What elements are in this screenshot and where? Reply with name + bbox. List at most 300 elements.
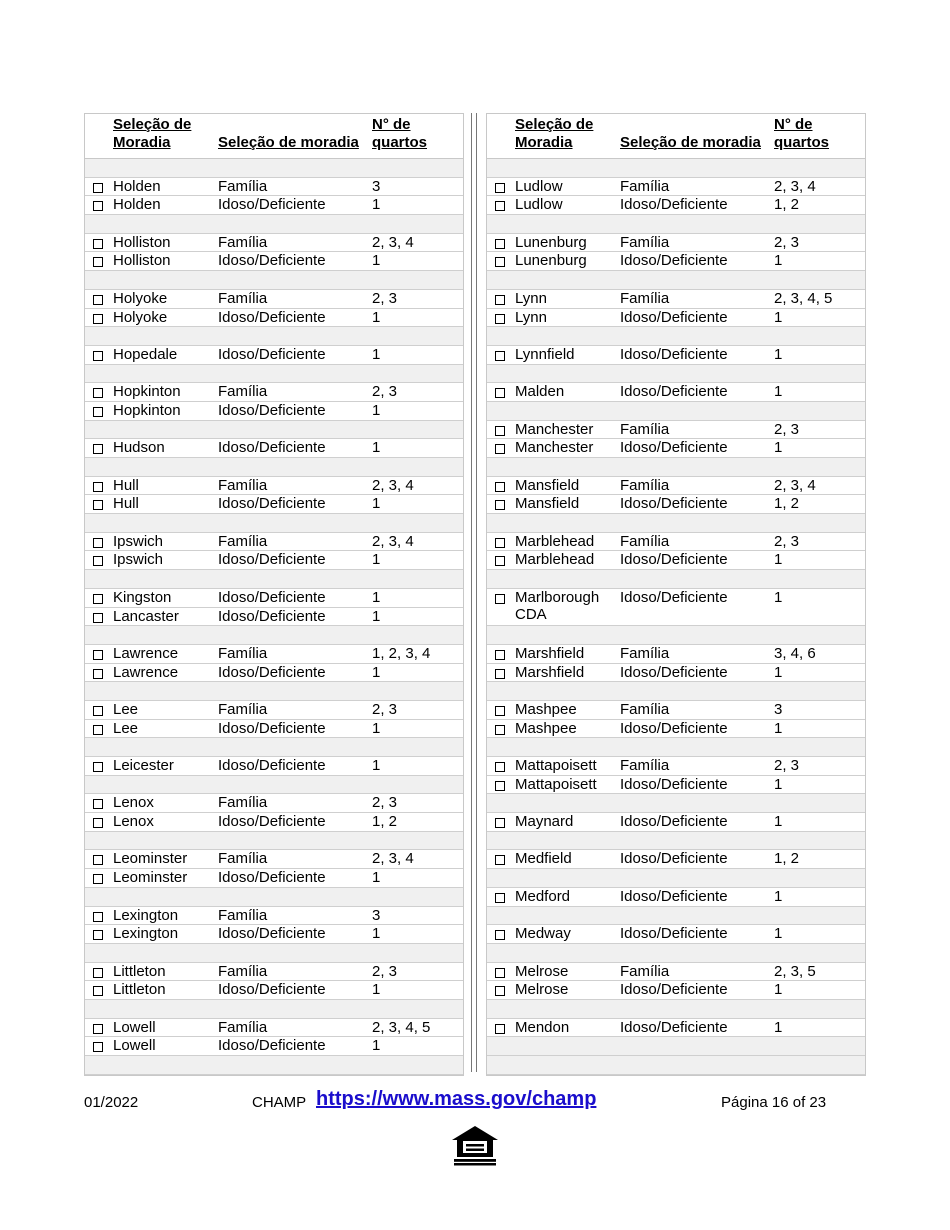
town-cell: Malden <box>515 383 565 401</box>
table-row <box>487 757 865 776</box>
spacer-row <box>487 1056 865 1075</box>
town-cell: Ludlow <box>515 177 563 195</box>
checkbox-icon[interactable] <box>93 799 103 809</box>
spacer-row <box>487 458 865 477</box>
checkbox-icon[interactable] <box>93 183 103 193</box>
spacer-row <box>487 365 865 384</box>
bedrooms-cell: 1, 2 <box>774 196 800 214</box>
table-row <box>85 439 463 458</box>
checkbox-icon[interactable] <box>495 968 505 978</box>
checkbox-icon[interactable] <box>93 968 103 978</box>
table-body <box>487 159 865 1075</box>
bedrooms-cell: 1 <box>774 308 783 326</box>
table-row <box>487 664 865 683</box>
header-housing-selection: Seleção de Moradia <box>113 116 192 151</box>
bedrooms-cell: 3 <box>774 700 783 718</box>
housing-type-cell: Idoso/Deficiente <box>620 925 728 943</box>
town-cell: Kingston <box>113 588 172 606</box>
checkbox-icon[interactable] <box>93 314 103 324</box>
checkbox-icon[interactable] <box>495 725 505 735</box>
housing-type-cell: Família <box>218 850 268 868</box>
checkbox-icon[interactable] <box>495 893 505 903</box>
spacer-row <box>487 626 865 645</box>
table-row <box>487 963 865 982</box>
checkbox-icon[interactable] <box>93 986 103 996</box>
table-row <box>85 925 463 944</box>
bedrooms-cell: 2, 3, 4, 5 <box>774 289 833 307</box>
town-cell: Mashpee <box>515 700 577 718</box>
bedrooms-cell: 1, 2 <box>372 813 398 831</box>
checkbox-icon[interactable] <box>495 538 505 548</box>
table-row <box>487 701 865 720</box>
town-cell: Lynn <box>515 289 547 307</box>
bedrooms-cell: 2, 3, 4, 5 <box>372 1018 431 1036</box>
bedrooms-cell: 1 <box>372 981 381 999</box>
spacer-row <box>85 832 463 851</box>
table-row <box>487 589 865 626</box>
town-cell: Melrose <box>515 962 569 980</box>
checkbox-icon[interactable] <box>93 874 103 884</box>
town-cell: Holden <box>113 196 161 214</box>
table-row <box>85 794 463 813</box>
table-body <box>85 159 463 1075</box>
spacer-row <box>85 514 463 533</box>
table-row <box>487 383 865 402</box>
housing-type-cell: Família <box>620 420 670 438</box>
spacer-row <box>85 215 463 234</box>
checkbox-icon[interactable] <box>93 912 103 922</box>
checkbox-icon[interactable] <box>495 762 505 772</box>
bedrooms-cell: 1 <box>774 775 783 793</box>
table-row <box>85 196 463 215</box>
housing-type-cell: Idoso/Deficiente <box>218 345 326 363</box>
table-row <box>85 234 463 253</box>
town-cell: Hull <box>113 476 139 494</box>
town-cell: Lawrence <box>113 663 179 681</box>
bedrooms-cell: 1 <box>372 925 381 943</box>
town-cell: Manchester <box>515 420 594 438</box>
table-row <box>487 981 865 1000</box>
housing-type-cell: Família <box>218 906 268 924</box>
checkbox-icon[interactable] <box>93 388 103 398</box>
town-cell: Medway <box>515 925 571 943</box>
checkbox-icon[interactable] <box>93 613 103 623</box>
housing-type-cell: Família <box>620 476 670 494</box>
town-cell: Holden <box>113 177 161 195</box>
bedrooms-cell: 2, 3 <box>372 700 398 718</box>
checkbox-icon[interactable] <box>93 855 103 865</box>
spacer-row <box>85 944 463 963</box>
checkbox-icon[interactable] <box>93 706 103 716</box>
checkbox-icon[interactable] <box>495 351 505 361</box>
bedrooms-cell: 2, 3 <box>774 532 800 550</box>
housing-type-cell: Idoso/Deficiente <box>620 887 728 905</box>
spacer-row <box>487 1000 865 1019</box>
bedrooms-cell: 1 <box>372 869 381 887</box>
bedrooms-cell: 1 <box>372 1037 381 1055</box>
bedrooms-cell: 1 <box>372 252 381 270</box>
town-cell: Leominster <box>113 869 188 887</box>
table-row <box>85 589 463 608</box>
table-header <box>487 114 865 159</box>
town-cell: Marblehead <box>515 551 595 569</box>
spacer-row <box>85 738 463 757</box>
housing-type-cell: Família <box>218 476 268 494</box>
checkbox-icon[interactable] <box>495 930 505 940</box>
table-row <box>85 701 463 720</box>
spacer-row <box>85 365 463 384</box>
housing-type-cell: Família <box>218 962 268 980</box>
housing-type-cell: Idoso/Deficiente <box>620 345 728 363</box>
bedrooms-cell: 1 <box>372 607 381 625</box>
checkbox-icon[interactable] <box>93 407 103 417</box>
spacer-row <box>487 738 865 757</box>
town-cell: Lexington <box>113 906 179 924</box>
spacer-row <box>487 402 865 421</box>
bedrooms-cell: 3 <box>372 177 381 195</box>
checkbox-icon[interactable] <box>495 257 505 267</box>
town-cell: Melrose <box>515 981 569 999</box>
champ-link[interactable]: https://www.mass.gov/champ <box>316 1088 597 1110</box>
housing-type-cell: Idoso/Deficiente <box>218 663 326 681</box>
housing-type-cell: Família <box>620 757 670 775</box>
checkbox-icon[interactable] <box>93 538 103 548</box>
town-cell: Lexington <box>113 925 179 943</box>
spacer-row <box>85 271 463 290</box>
checkbox-icon[interactable] <box>93 725 103 735</box>
table-row <box>487 346 865 365</box>
housing-type-cell: Idoso/Deficiente <box>218 588 326 606</box>
town-cell: Hull <box>113 495 139 513</box>
header-bedrooms: N° de quartos <box>372 116 428 151</box>
bedrooms-cell: 1 <box>372 439 381 457</box>
table-row <box>85 720 463 739</box>
table-row <box>85 477 463 496</box>
bedrooms-cell: 2, 3, 4 <box>372 476 414 494</box>
town-cell: Lenox <box>113 813 154 831</box>
housing-type-cell: Família <box>218 289 268 307</box>
checkbox-icon[interactable] <box>495 594 505 604</box>
checkbox-icon[interactable] <box>93 1042 103 1052</box>
town-cell: Mattapoisett <box>515 775 597 793</box>
table-row <box>85 383 463 402</box>
housing-type-cell: Família <box>620 700 670 718</box>
housing-type-cell: Família <box>218 383 268 401</box>
housing-type-cell: Idoso/Deficiente <box>218 196 326 214</box>
checkbox-icon[interactable] <box>93 556 103 566</box>
bedrooms-cell: 2, 3 <box>372 794 398 812</box>
housing-type-cell: Idoso/Deficiente <box>218 813 326 831</box>
checkbox-icon[interactable] <box>495 314 505 324</box>
table-row <box>85 1037 463 1056</box>
checkbox-icon[interactable] <box>93 1024 103 1034</box>
checkbox-icon[interactable] <box>93 500 103 510</box>
bedrooms-cell: 1 <box>774 663 783 681</box>
housing-type-cell: Idoso/Deficiente <box>218 607 326 625</box>
housing-type-cell: Idoso/Deficiente <box>620 308 728 326</box>
housing-type-cell: Idoso/Deficiente <box>218 252 326 270</box>
checkbox-icon[interactable] <box>495 201 505 211</box>
spacer-row <box>85 327 463 346</box>
town-cell: Ipswich <box>113 551 164 569</box>
checkbox-icon[interactable] <box>93 201 103 211</box>
spacer-row <box>487 794 865 813</box>
table-row <box>85 495 463 514</box>
table-row <box>487 252 865 271</box>
housing-type-cell: Idoso/Deficiente <box>218 551 326 569</box>
town-cell: Lunenburg <box>515 252 587 270</box>
town-cell: Holyoke <box>113 289 168 307</box>
housing-type-cell: Idoso/Deficiente <box>218 869 326 887</box>
spacer-row <box>487 271 865 290</box>
housing-type-cell: Idoso/Deficiente <box>620 1018 728 1036</box>
table-row <box>487 439 865 458</box>
table-row <box>85 645 463 664</box>
checkbox-icon[interactable] <box>93 239 103 249</box>
checkbox-icon[interactable] <box>495 781 505 791</box>
town-cell: Lawrence <box>113 644 179 662</box>
table-row <box>85 981 463 1000</box>
checkbox-icon[interactable] <box>93 650 103 660</box>
checkbox-icon[interactable] <box>93 762 103 772</box>
spacer-row <box>487 832 865 851</box>
housing-type-cell: Idoso/Deficiente <box>218 401 326 419</box>
town-cell: Marshfield <box>515 663 585 681</box>
town-cell: Mattapoisett <box>515 757 597 775</box>
header-housing-selection: Seleção de Moradia <box>515 116 594 151</box>
housing-type-cell: Idoso/Deficiente <box>218 925 326 943</box>
housing-type-cell: Família <box>620 177 670 195</box>
checkbox-icon[interactable] <box>93 482 103 492</box>
table-row <box>85 907 463 926</box>
bedrooms-cell: 3 <box>372 906 381 924</box>
housing-type-cell: Idoso/Deficiente <box>218 1037 326 1055</box>
checkbox-icon[interactable] <box>93 669 103 679</box>
table-row <box>487 290 865 309</box>
bedrooms-cell: 2, 3, 4 <box>372 532 414 550</box>
town-cell: Lynn <box>515 308 547 326</box>
housing-type-cell: Família <box>218 177 268 195</box>
table-row <box>487 776 865 795</box>
housing-type-cell: Idoso/Deficiente <box>620 588 728 606</box>
bedrooms-cell: 3, 4, 6 <box>774 644 816 662</box>
housing-type-cell: Idoso/Deficiente <box>620 775 728 793</box>
checkbox-icon[interactable] <box>93 351 103 361</box>
checkbox-icon[interactable] <box>495 482 505 492</box>
checkbox-icon[interactable] <box>495 239 505 249</box>
table-row <box>487 720 865 739</box>
housing-type-cell: Idoso/Deficiente <box>218 439 326 457</box>
town-cell: Manchester <box>515 439 594 457</box>
bedrooms-cell: 1 <box>372 345 381 363</box>
spacer-row <box>487 215 865 234</box>
spacer-row <box>85 626 463 645</box>
table-row <box>487 477 865 496</box>
spacer-row <box>85 421 463 440</box>
town-cell: Lee <box>113 700 139 718</box>
housing-type-cell: Família <box>620 962 670 980</box>
housing-type-cell: Idoso/Deficiente <box>620 439 728 457</box>
housing-type-cell: Idoso/Deficiente <box>620 383 728 401</box>
town-cell: Medfield <box>515 850 572 868</box>
bedrooms-cell: 2, 3 <box>372 962 398 980</box>
town-cell: Maynard <box>515 813 574 831</box>
checkbox-icon[interactable] <box>495 669 505 679</box>
spacer-row <box>85 1056 463 1075</box>
spacer-row <box>487 682 865 701</box>
town-cell: Mansfield <box>515 476 580 494</box>
bedrooms-cell: 1 <box>372 495 381 513</box>
bedrooms-cell: 1, 2, 3, 4 <box>372 644 431 662</box>
checkbox-icon[interactable] <box>495 500 505 510</box>
table-row <box>85 963 463 982</box>
bedrooms-cell: 1 <box>774 252 783 270</box>
checkbox-icon[interactable] <box>495 444 505 454</box>
checkbox-icon[interactable] <box>495 650 505 660</box>
table-row <box>85 850 463 869</box>
spacer-row <box>85 888 463 907</box>
table-row <box>85 813 463 832</box>
checkbox-icon[interactable] <box>495 388 505 398</box>
housing-type-cell: Família <box>620 289 670 307</box>
page-number: Página 16 of 23 <box>721 1094 827 1111</box>
bedrooms-cell: 2, 3, 5 <box>774 962 816 980</box>
housing-type-cell: Idoso/Deficiente <box>620 252 728 270</box>
checkbox-icon[interactable] <box>495 556 505 566</box>
bedrooms-cell: 1 <box>372 719 381 737</box>
spacer-row <box>487 327 865 346</box>
bedrooms-cell: 1, 2 <box>774 495 800 513</box>
checkbox-icon[interactable] <box>495 818 505 828</box>
checkbox-icon[interactable] <box>495 183 505 193</box>
checkbox-icon[interactable] <box>93 444 103 454</box>
checkbox-icon[interactable] <box>495 855 505 865</box>
housing-type-cell: Idoso/Deficiente <box>218 308 326 326</box>
checkbox-icon[interactable] <box>495 1024 505 1034</box>
column-divider <box>476 113 477 1072</box>
checkbox-icon[interactable] <box>93 594 103 604</box>
checkbox-icon[interactable] <box>93 295 103 305</box>
town-cell: Lynnfield <box>515 345 575 363</box>
table-row <box>487 888 865 907</box>
town-cell: Hudson <box>113 439 165 457</box>
town-cell: Marshfield <box>515 644 585 662</box>
spacer-row <box>487 869 865 888</box>
housing-type-cell: Idoso/Deficiente <box>620 850 728 868</box>
bedrooms-cell: 2, 3 <box>774 757 800 775</box>
bedrooms-cell: 1 <box>774 345 783 363</box>
spacer-row <box>85 570 463 589</box>
bedrooms-cell: 2, 3, 4 <box>774 476 816 494</box>
spacer-row <box>487 944 865 963</box>
town-cell: Marlborough CDA <box>515 588 600 624</box>
town-cell: Holliston <box>113 233 171 251</box>
town-cell: Lunenburg <box>515 233 587 251</box>
housing-type-cell: Idoso/Deficiente <box>620 813 728 831</box>
housing-type-cell: Família <box>218 700 268 718</box>
table-row <box>487 551 865 570</box>
bedrooms-cell: 2, 3, 4 <box>372 233 414 251</box>
checkbox-icon[interactable] <box>93 818 103 828</box>
town-cell: Holyoke <box>113 308 168 326</box>
spacer-row <box>487 570 865 589</box>
table-row <box>85 551 463 570</box>
bedrooms-cell: 1 <box>372 401 381 419</box>
spacer-row <box>85 1000 463 1019</box>
spacer-row <box>85 458 463 477</box>
table-row <box>85 309 463 328</box>
table-row <box>487 645 865 664</box>
bedrooms-cell: 1 <box>774 887 783 905</box>
checkbox-icon[interactable] <box>495 295 505 305</box>
bedrooms-cell: 1 <box>774 383 783 401</box>
spacer-row <box>487 1037 865 1056</box>
table-row <box>85 757 463 776</box>
town-cell: Hopkinton <box>113 383 181 401</box>
spacer-row <box>487 907 865 926</box>
table-row <box>487 196 865 215</box>
spacer-row <box>85 776 463 795</box>
housing-type-cell: Família <box>218 532 268 550</box>
town-cell: Littleton <box>113 981 166 999</box>
town-cell: Littleton <box>113 962 166 980</box>
bedrooms-cell: 2, 3, 4 <box>372 850 414 868</box>
checkbox-icon[interactable] <box>93 257 103 267</box>
table-row <box>85 346 463 365</box>
bedrooms-cell: 1 <box>774 1018 783 1036</box>
town-cell: Mashpee <box>515 719 577 737</box>
checkbox-icon[interactable] <box>495 986 505 996</box>
table-row <box>85 290 463 309</box>
table-row <box>487 421 865 440</box>
town-cell: Marblehead <box>515 532 595 550</box>
town-cell: Leominster <box>113 850 188 868</box>
table-row <box>85 178 463 197</box>
spacer-row <box>85 682 463 701</box>
housing-type-cell: Idoso/Deficiente <box>218 981 326 999</box>
table-row <box>85 1019 463 1038</box>
housing-type-cell: Família <box>620 532 670 550</box>
checkbox-icon[interactable] <box>495 706 505 716</box>
bedrooms-cell: 1 <box>372 588 381 606</box>
town-cell: Medford <box>515 887 571 905</box>
table-row <box>487 309 865 328</box>
bedrooms-cell: 1 <box>774 439 783 457</box>
table-row <box>85 608 463 627</box>
bedrooms-cell: 2, 3 <box>774 233 800 251</box>
header-housing-type: Seleção de moradia <box>218 134 359 151</box>
bedrooms-cell: 1 <box>774 813 783 831</box>
town-cell: Lowell <box>113 1037 156 1055</box>
bedrooms-cell: 1 <box>372 551 381 569</box>
right-housing-table <box>486 113 866 1076</box>
table-row <box>85 664 463 683</box>
town-cell: Hopkinton <box>113 401 181 419</box>
bedrooms-cell: 1 <box>774 719 783 737</box>
bedrooms-cell: 1 <box>774 925 783 943</box>
table-row <box>487 533 865 552</box>
bedrooms-cell: 1 <box>372 757 381 774</box>
housing-type-cell: Família <box>620 233 670 251</box>
footer-champ-label: CHAMP <box>252 1094 307 1111</box>
bedrooms-cell: 1 <box>372 308 381 326</box>
housing-type-cell: Idoso/Deficiente <box>620 196 728 214</box>
checkbox-icon[interactable] <box>495 426 505 436</box>
town-cell: Leicester <box>113 757 174 774</box>
checkbox-icon[interactable] <box>93 930 103 940</box>
table-row <box>487 813 865 832</box>
table-row <box>85 402 463 421</box>
